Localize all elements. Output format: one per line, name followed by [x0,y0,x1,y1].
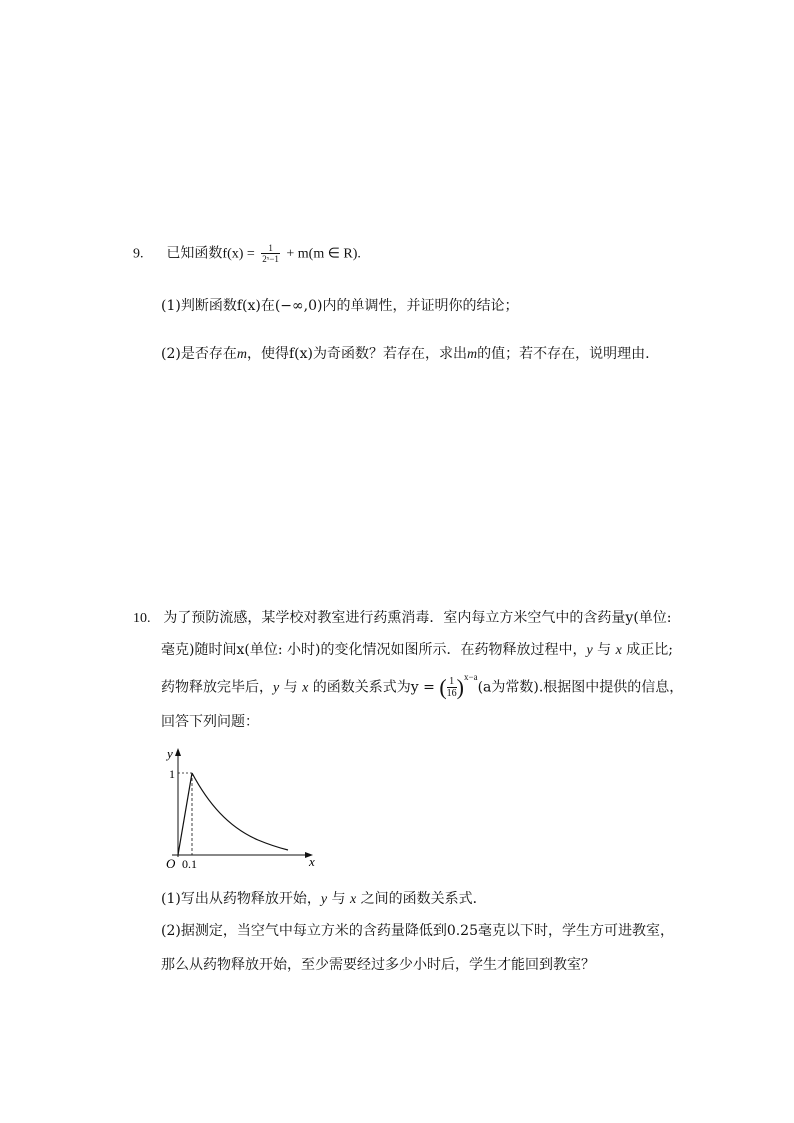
q10-part2-line1: (2)据测定，当空气中每立方米的含药量降低到0.25毫克以下时，学生方可进教室， [161,923,675,939]
q9-frac-num: 1 [261,243,280,254]
q10-line3 [161,671,684,700]
q10-part2-line2: 那么从药物释放开始，至少需要经过多少小时后，学生才能回到教室？ [161,957,595,973]
var-y: y [586,643,593,658]
var-y: y [320,892,328,907]
q9-part2-b: ，使得f(x)为奇函数？若存在，求出 [246,346,467,362]
q10-part1-b: 与 [327,891,350,907]
q9-part2-a: (2)是否存在 [161,346,237,362]
q10-fraction [447,676,457,699]
decay-graph [160,745,320,870]
tick-x-label: 0.1 [182,857,197,870]
var-x: x [615,643,622,658]
q10-line2 [161,640,673,661]
q10-part1 [161,889,487,910]
tick-y-label: 1 [169,767,175,781]
rise-segment [178,773,192,855]
right-paren: ) [456,674,464,700]
var-x: x [302,680,309,696]
q10-frac-num: 1 [447,676,457,688]
y-axis-arrow [175,748,181,756]
q10-part1-c: 之间的函数关系式． [356,891,487,907]
q10-line4: 回答下列问题： [161,714,259,730]
q10-part1-a: (1)写出从药物释放开始， [161,891,321,907]
origin-label: O [166,856,176,870]
q9-frac-den: 2ˣ−1 [262,254,279,264]
left-paren: ( [439,674,447,700]
q9-part1: (1)判断函数f(x)在(−∞,0)内的单调性，并证明你的结论； [161,298,519,314]
q10-frac-den: 16 [446,688,457,699]
x-axis-label: x [309,854,315,869]
question-9 [133,243,361,265]
q10-line2-c: 成正比; [621,642,673,658]
q10-line1: 为了预防流感，某学校对教室进行药熏消毒．室内每立方米空气中的含药量y(单位: [163,610,672,626]
q10-line2-b: 与 [592,642,616,658]
decay-curve [192,773,288,850]
q10-exponent: x−a [464,671,478,682]
q9-intro: 已知函数 [166,245,223,262]
question-number: 9. [133,246,144,262]
q10-line2-a: 毫克)随时间x(单位: 小时)的变化情况如图所示．在药物释放过程中， [161,642,587,658]
q9-formula-prefix: f(x) = [222,246,255,262]
q10-line3-b: 与 [279,679,303,696]
q9-part2 [161,344,650,365]
q9-part2-c: 的值；若不存在，说明理由. [477,346,650,362]
q10-line3-d: (a为常数).根据图中提供的信息， [477,679,684,696]
q9-var-m: m [466,347,478,362]
var-y: y [273,680,280,696]
y-axis-label: y [167,746,173,761]
q9-var-m: m [236,347,247,362]
q9-formula-suffix: + m(m ∈ R). [286,246,361,262]
var-x: x [349,892,357,907]
question-number: 10. [133,611,151,626]
question-10 [133,608,672,629]
q9-fraction [261,243,280,264]
q10-line3-a: 药物释放完毕后， [161,679,273,696]
q10-line3-c: 的函数关系式为y = [308,679,440,696]
